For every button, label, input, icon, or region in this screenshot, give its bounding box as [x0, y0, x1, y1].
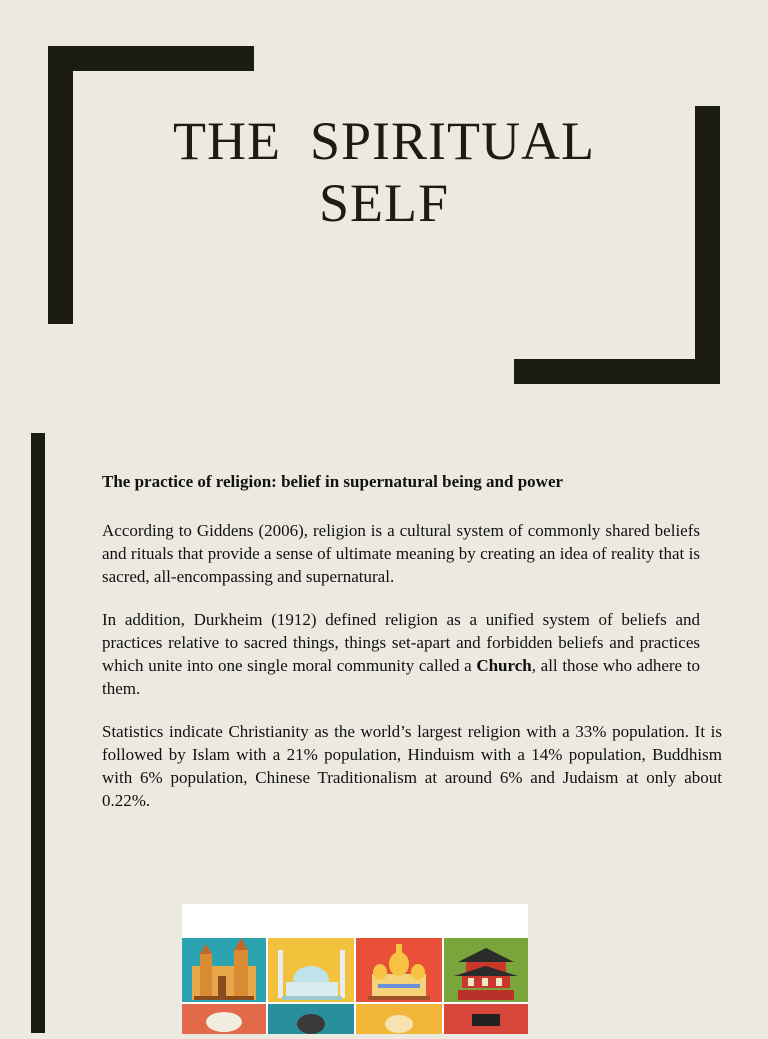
religions-illustration — [182, 904, 528, 1034]
left-accent-bar — [31, 433, 45, 1033]
frame-top-left-horizontal — [48, 46, 254, 71]
body-content — [102, 470, 722, 832]
paragraph-durkheim — [102, 608, 700, 700]
durkheim-text-start: In addition, Durkheim (1912) defined religion as a unified system of beliefs and practices relative to sacred things, things set-apart and forbidden beliefs and practices which unite into one single moral community called a — [102, 610, 700, 675]
church-term: Church — [476, 656, 532, 675]
title-line-2: SELF — [318, 173, 450, 233]
frame-bottom-right-vertical — [695, 106, 720, 384]
durkheim-text-end: , all those who adhere to them. — [102, 656, 700, 698]
frame-top-left-vertical — [48, 46, 73, 324]
page-title — [120, 110, 648, 234]
section-heading: The practice of religion: belief in supernatural being and power — [102, 472, 564, 491]
frame-bottom-right-horizontal — [514, 359, 720, 384]
religions-illustration-svg — [182, 904, 528, 1034]
title-line-1: THE SPIRITUAL — [173, 111, 595, 171]
paragraph-statistics: Statistics indicate Christianity as the world’s largest religion with a 33% population. It is followed by Islam with a 21% population, Hinduism with a 14% population, Buddhism with 6% population, Chinese Traditionalism at around 6% and Judaism at only about 0.22%. — [102, 722, 722, 810]
paragraph-giddens: According to Giddens (2006), religion is a cultural system of commonly shared beliefs and rituals that provide a sense of ultimate meaning by creating an idea of reality that is sacred, all-encompassing and supernatural. — [102, 521, 700, 586]
